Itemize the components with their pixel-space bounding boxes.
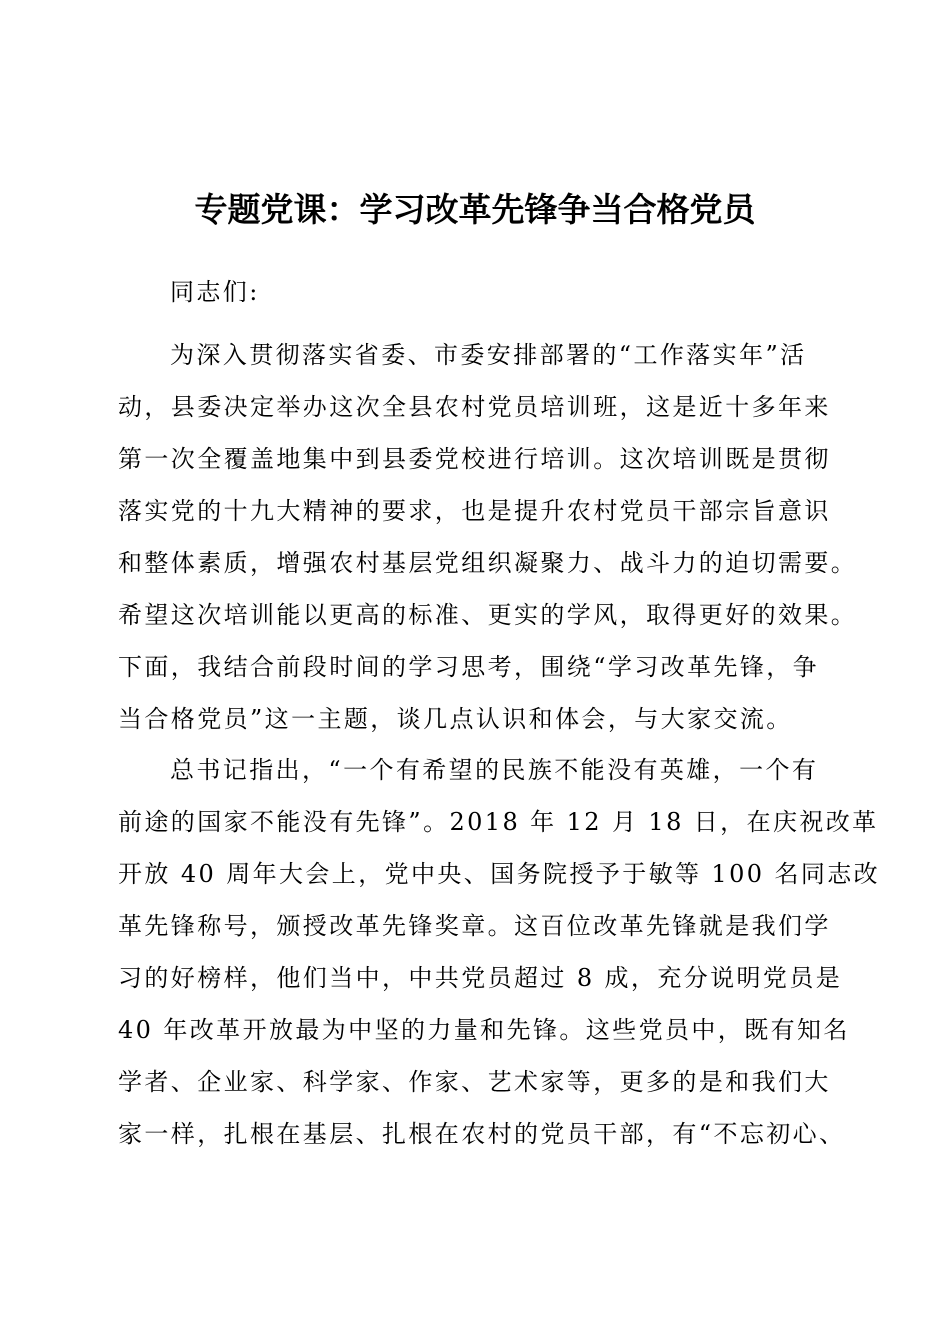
paragraph-line: 为深入贯彻落实省委、市委安排部署的“工作落实年”活 [170,341,807,369]
salutation: 同志们: [170,278,260,306]
paragraph-line: 落实党的十九大精神的要求，也是提升农村党员干部宗旨意识 [118,497,831,525]
paragraph-2 [118,744,881,1160]
paragraph-line: 第一次全覆盖地集中到县委党校进行培训。这次培训既是贯彻 [118,445,831,473]
paragraph-line: 前途的国家不能没有先锋”。2018 年 12 月 18 日，在庆祝改革 [118,808,879,836]
document-title: 专题党课：学习改革先锋争当合格党员 [194,190,756,229]
paragraph-line: 40 年改革开放最为中坚的力量和先锋。这些党员中，既有知名 [118,1016,850,1044]
paragraph-line: 家一样，扎根在基层、扎根在农村的党员干部，有“不忘初心、 [118,1120,846,1148]
salutation-block [118,266,838,318]
paragraph-line: 下面，我结合前段时间的学习思考，围绕“学习改革先锋，争 [118,653,820,681]
paragraph-line: 总书记指出，“一个有希望的民族不能没有英雄，一个有 [170,756,819,784]
paragraph-line: 和整体素质，增强农村基层党组织凝聚力、战斗力的迫切需要。 [118,549,858,577]
paragraph-line: 开放 40 周年大会上，党中央、国务院授予于敏等 100 名同志改 [118,860,881,888]
paragraph-line: 当合格党员”这一主题，谈几点认识和体会，与大家交流。 [118,705,793,733]
paragraph-line: 学者、企业家、科学家、作家、艺术家等，更多的是和我们大 [118,1068,831,1096]
paragraph-1 [118,329,858,745]
paragraph-line: 习的好榜样，他们当中，中共党员超过 8 成，充分说明党员是 [118,964,843,992]
paragraph-line: 动，县委决定举办这次全县农村党员培训班，这是近十多年来 [118,393,831,421]
paragraph-line: 希望这次培训能以更高的标准、更实的学风，取得更好的效果。 [118,601,858,629]
paragraph-line: 革先锋称号，颁授改革先锋奖章。这百位改革先锋就是我们学 [118,912,831,940]
